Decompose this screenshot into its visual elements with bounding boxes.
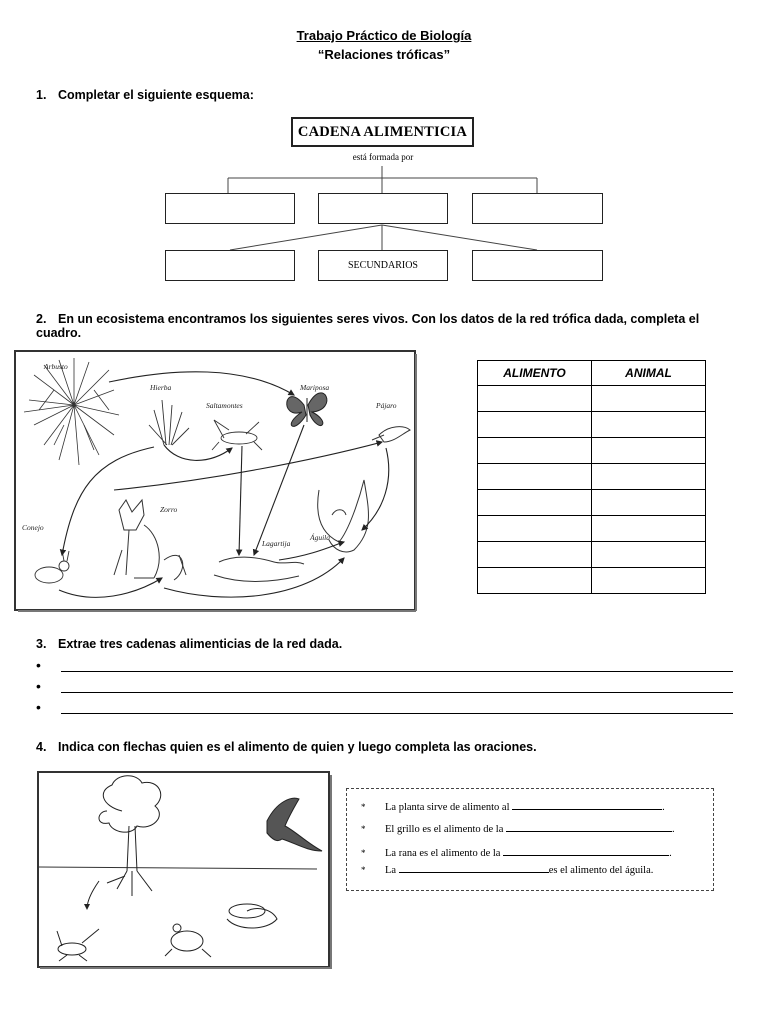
table-row (478, 412, 706, 438)
sentence-4: * La es el alimento del águila. (361, 865, 654, 876)
table-row (478, 438, 706, 464)
animal-cell[interactable] (592, 438, 706, 464)
animal-cell[interactable] (592, 412, 706, 438)
animal-cell[interactable] (592, 464, 706, 490)
page-title: Trabajo Práctico de Biología (296, 28, 472, 43)
alimento-cell[interactable] (478, 542, 592, 568)
answer-bullet-1: • (36, 657, 41, 673)
scheme-answer-box-3[interactable] (472, 193, 603, 224)
label-pajaro: Pájaro (376, 401, 397, 410)
sentence-2: * El grillo es el alimento de la . (361, 824, 675, 835)
table-row (478, 386, 706, 412)
label-zorro: Zorro (160, 505, 178, 514)
food-table (477, 360, 706, 594)
alimento-cell[interactable] (478, 438, 592, 464)
alimento-cell[interactable] (478, 490, 592, 516)
animal-cell[interactable] (592, 386, 706, 412)
scheme-answer-box-5[interactable] (472, 250, 603, 281)
page-subtitle: “Relaciones tróficas” (317, 47, 451, 62)
scheme-answer-box-1[interactable] (165, 193, 295, 224)
label-hierba: Hierba (150, 383, 172, 392)
question-1-number: 1. (36, 88, 47, 102)
table-header-alimento: ALIMENTO (478, 361, 592, 386)
alimento-cell[interactable] (478, 464, 592, 490)
food-web-illustration (14, 350, 418, 614)
answer-bullet-2: • (36, 678, 41, 694)
label-aguila: Águila (310, 533, 330, 542)
question-1-text: Completar el siguiente esquema: (58, 88, 254, 102)
question-4 (36, 740, 537, 754)
answer-bullet-3: • (36, 699, 41, 715)
question-3 (36, 637, 342, 651)
answer-line-3[interactable] (61, 713, 733, 714)
table-row (478, 464, 706, 490)
label-conejo: Conejo (22, 523, 44, 532)
scheme-answer-box-2[interactable] (318, 193, 448, 224)
sentence-2-blank[interactable] (506, 822, 672, 832)
animal-cell[interactable] (592, 568, 706, 594)
table-header-animal: ANIMAL (592, 361, 706, 386)
scheme-secundarios-box: SECUNDARIOS (318, 250, 448, 281)
question-4-number: 4. (36, 740, 47, 754)
sentence-1: * La planta sirve de alimento al . (361, 802, 665, 813)
table-row (478, 568, 706, 594)
question-2 (36, 312, 736, 340)
sentence-3-blank[interactable] (503, 846, 669, 856)
habitat-illustration (37, 771, 334, 971)
sentence-4-blank[interactable] (399, 863, 549, 873)
label-lagartija: Lagartija (262, 539, 291, 548)
sentence-3: * La rana es el alimento de la . (361, 848, 672, 859)
alimento-cell[interactable] (478, 412, 592, 438)
alimento-cell[interactable] (478, 386, 592, 412)
question-2-text: En un ecosistema encontramos los siguientes seres vivos. Con los datos de la red trófica dada, completa el cuadro. (36, 312, 700, 340)
scheme-root-box: CADENA ALIMENTICIA (291, 117, 474, 147)
question-3-text: Extrae tres cadenas alimenticias de la red dada. (58, 637, 343, 651)
animal-cell[interactable] (592, 542, 706, 568)
answer-line-2[interactable] (61, 692, 733, 693)
label-arbusto: Arbusto (44, 362, 68, 371)
scheme-answer-box-4[interactable] (165, 250, 295, 281)
sentence-1-blank[interactable] (512, 800, 662, 810)
table-row (478, 490, 706, 516)
animal-cell[interactable] (592, 516, 706, 542)
sentences-box (346, 788, 714, 891)
table-row (478, 516, 706, 542)
table-row (478, 542, 706, 568)
question-4-text: Indica con flechas quien es el alimento de quien y luego completa las oraciones. (58, 740, 537, 754)
label-saltamontes: Saltamontes (206, 401, 243, 410)
scheme-connector-label: está formada por (352, 152, 414, 162)
animal-cell[interactable] (592, 490, 706, 516)
alimento-cell[interactable] (478, 568, 592, 594)
answer-line-1[interactable] (61, 671, 733, 672)
question-3-number: 3. (36, 637, 47, 651)
question-2-number: 2. (36, 312, 47, 326)
label-mariposa: Mariposa (300, 383, 330, 392)
alimento-cell[interactable] (478, 516, 592, 542)
